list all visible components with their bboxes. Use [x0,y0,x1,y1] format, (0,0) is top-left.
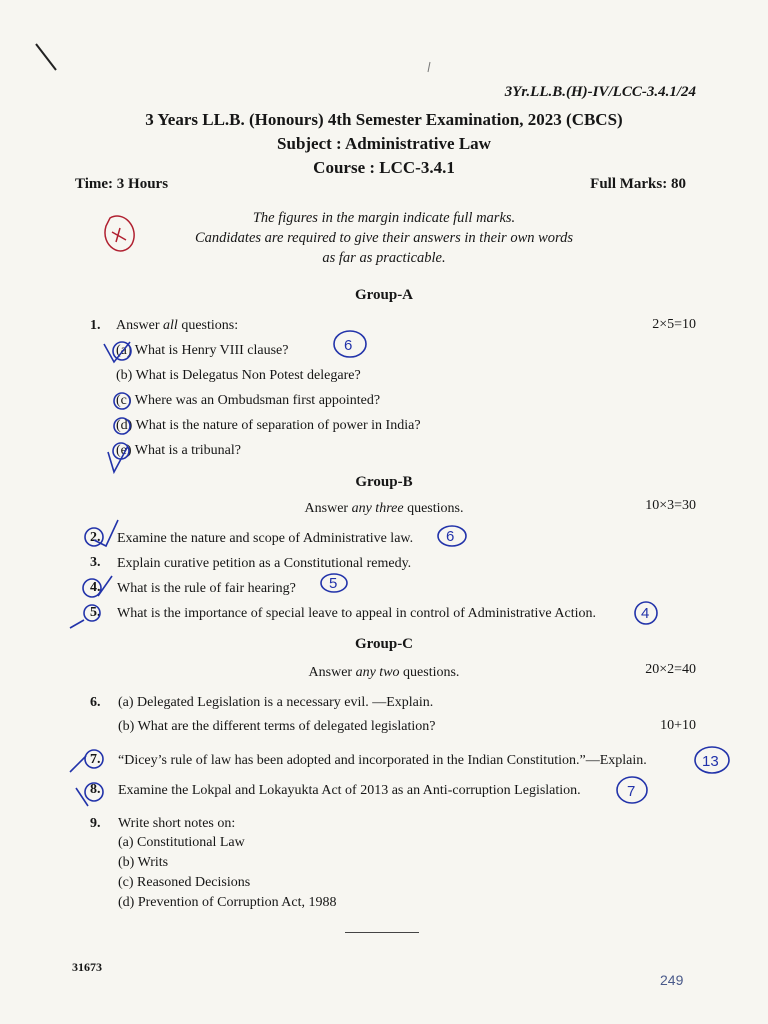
end-rule [345,932,419,933]
question-number: 3. [90,555,101,570]
group-a-item: (c) Where was an Ombudsman first appointed? [116,393,381,408]
instruction-line-3: as far as practicable. [322,250,446,266]
question-text: (a) Delegated Legislation is a necessary evil. —Explain. [118,695,434,710]
group-a-marks: 2×5=10 [652,317,696,332]
score-q4: 5 [329,575,338,592]
group-a-heading: Group-A [354,287,414,303]
instruction-line-2: Candidates are required to give their answers in their own words [194,230,574,246]
question-number: 5. [90,605,101,620]
short-note-item: (d) Prevention of Corruption Act, 1988 [118,895,337,910]
handwritten-page-number: 249 [660,972,684,988]
paper-code: 3Yr.LL.B.(H)-IV/LCC-3.4.1/24 [504,84,696,100]
group-a-prompt: Answer all questions: [116,318,239,333]
group-c-heading: Group-C [354,636,414,652]
pen-stroke [428,62,430,72]
group-c-marks: 20×2=40 [645,662,696,677]
question-text: (b) What are the different terms of delegated legislation? [118,719,436,734]
question-number: 7. [90,752,101,767]
short-note-item: (c) Reasoned Decisions [118,875,251,890]
exam-title-block [0,108,768,180]
score-q8: 7 [627,783,636,800]
group-a-item: (d) What is the nature of separation of power in India? [116,418,421,433]
course-line: Course : LCC-3.4.1 [313,158,455,177]
pen-stroke [36,44,56,70]
question-text: Examine the Lokpal and Lokayukta Act of 2013 as an Anti-corruption Legislation. [118,783,581,798]
group-a-item: (e) What is a tribunal? [116,443,241,458]
full-marks-label: Full Marks: 80 [590,176,686,192]
exam-title: 3 Years LL.B. (Honours) 4th Semester Examination, 2023 (CBCS) [145,110,623,129]
question-text: Explain curative petition as a Constitutional remedy. [117,556,412,571]
group-b-marks: 10×3=30 [645,498,696,513]
group-a-item: (b) What is Delegatus Non Potest delegare? [116,368,361,383]
question-number: 2. [90,530,101,545]
question-text: “Dicey’s rule of law has been adopted and incorporated in the Indian Constitution.”—Explain. [118,753,647,768]
question-text: What is the rule of fair hearing? [117,581,296,596]
score-q5: 4 [641,605,650,622]
question-text: Examine the nature and scope of Administrative law. [117,531,414,546]
subject-line: Subject : Administrative Law [277,134,491,153]
group-a-item: (a) What is Henry VIII clause? [116,343,289,358]
group-b-prompt: Answer any three questions. [304,501,464,516]
question-marks: 10+10 [660,718,696,733]
footer-code: 31673 [72,960,102,974]
instructions [0,208,768,268]
question-number-1: 1. [90,318,101,333]
question-number: 4. [90,580,101,595]
question-text: What is the importance of special leave to appeal in control of Administrative Action. [117,606,596,621]
question-text: Write short notes on: [118,816,236,831]
question-number: 6. [90,695,101,710]
instruction-line-1: The figures in the margin indicate full marks. [252,210,516,226]
time-label: Time: 3 Hours [75,176,169,192]
group-b-heading: Group-B [355,474,413,490]
score-q7: 13 [702,753,719,770]
question-number: 8. [90,782,101,797]
group-c-prompt: Answer any two questions. [308,665,460,680]
score-q1: 6 [344,337,353,354]
short-note-item: (a) Constitutional Law [118,835,245,850]
question-number: 9. [90,816,101,831]
short-note-item: (b) Writs [118,855,169,870]
score-q2: 6 [446,528,455,545]
